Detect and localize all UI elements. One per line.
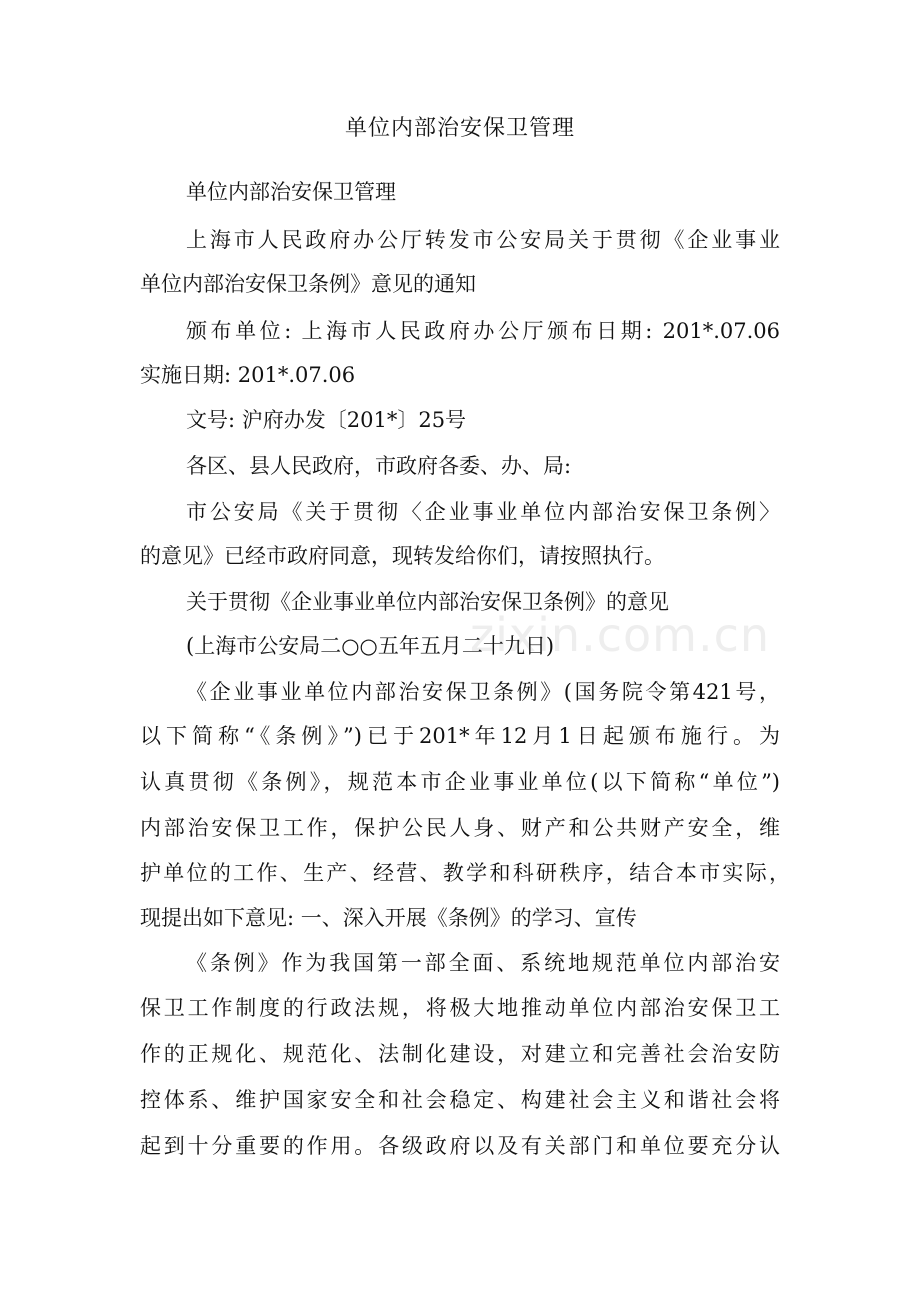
body-line: 《企业事业单位内部治安保卫条例》(国务院令第421号， bbox=[186, 680, 780, 704]
body-line: 单位内部治安保卫条例》意见的通知 bbox=[140, 272, 476, 296]
body-line: 作的正规化、规范化、法制化建设，对建立和完善社会治安防 bbox=[140, 1042, 780, 1066]
subtitle-line: 单位内部治安保卫管理 bbox=[186, 180, 396, 204]
body-line: 《条例》作为我国第一部全面、系统地规范单位内部治安 bbox=[186, 951, 780, 975]
body-line: 实施日期: 201*.07.06 bbox=[140, 363, 356, 387]
body-line: 控体系、维护国家安全和社会稳定、构建社会主义和谐社会将 bbox=[140, 1088, 780, 1112]
watermark: zixin.com.cn bbox=[470, 608, 771, 662]
document-title: 单位内部治安保卫管理 bbox=[344, 116, 575, 141]
body-line: 现提出如下意见: 一、深入开展《条例》的学习、宣传 bbox=[140, 906, 637, 930]
body-line: 以下简称“《条例》”)已于201*年12月1日起颁布施行。为 bbox=[140, 724, 780, 748]
body-line: 起到十分重要的作用。各级政府以及有关部门和单位要充分认 bbox=[140, 1134, 780, 1158]
body-line: 认真贯彻《条例》，规范本市企业事业单位(以下简称“单位”) bbox=[140, 770, 780, 794]
body-line: 市公安局《关于贯彻〈企业事业单位内部治安保卫条例〉 bbox=[186, 500, 780, 524]
body-line: 颁布单位: 上海市人民政府办公厅颁布日期: 201*.07.06 bbox=[186, 319, 780, 343]
body-line: 的意见》已经市政府同意，现转发给你们，请按照执行。 bbox=[140, 544, 665, 568]
body-line: 护单位的工作、生产、经营、教学和科研秩序，结合本市实际， bbox=[140, 861, 790, 885]
body-line: 保卫工作制度的行政法规，将极大地推动单位内部治安保卫工 bbox=[140, 996, 780, 1020]
body-line: 关于贯彻《企业事业单位内部治安保卫条例》的意见 bbox=[186, 590, 669, 614]
body-line: 各区、县人民政府，市政府各委、办、局: bbox=[186, 454, 572, 478]
body-line: 内部治安保卫工作，保护公民人身、财产和公共财产安全，维 bbox=[140, 816, 780, 840]
body-line: (上海市公安局二○○五年五月二十九日) bbox=[186, 634, 555, 658]
body-line: 文号: 沪府办发〔201*〕25号 bbox=[186, 408, 467, 432]
body-line: 上海市人民政府办公厅转发市公安局关于贯彻《企业事业 bbox=[186, 228, 780, 252]
